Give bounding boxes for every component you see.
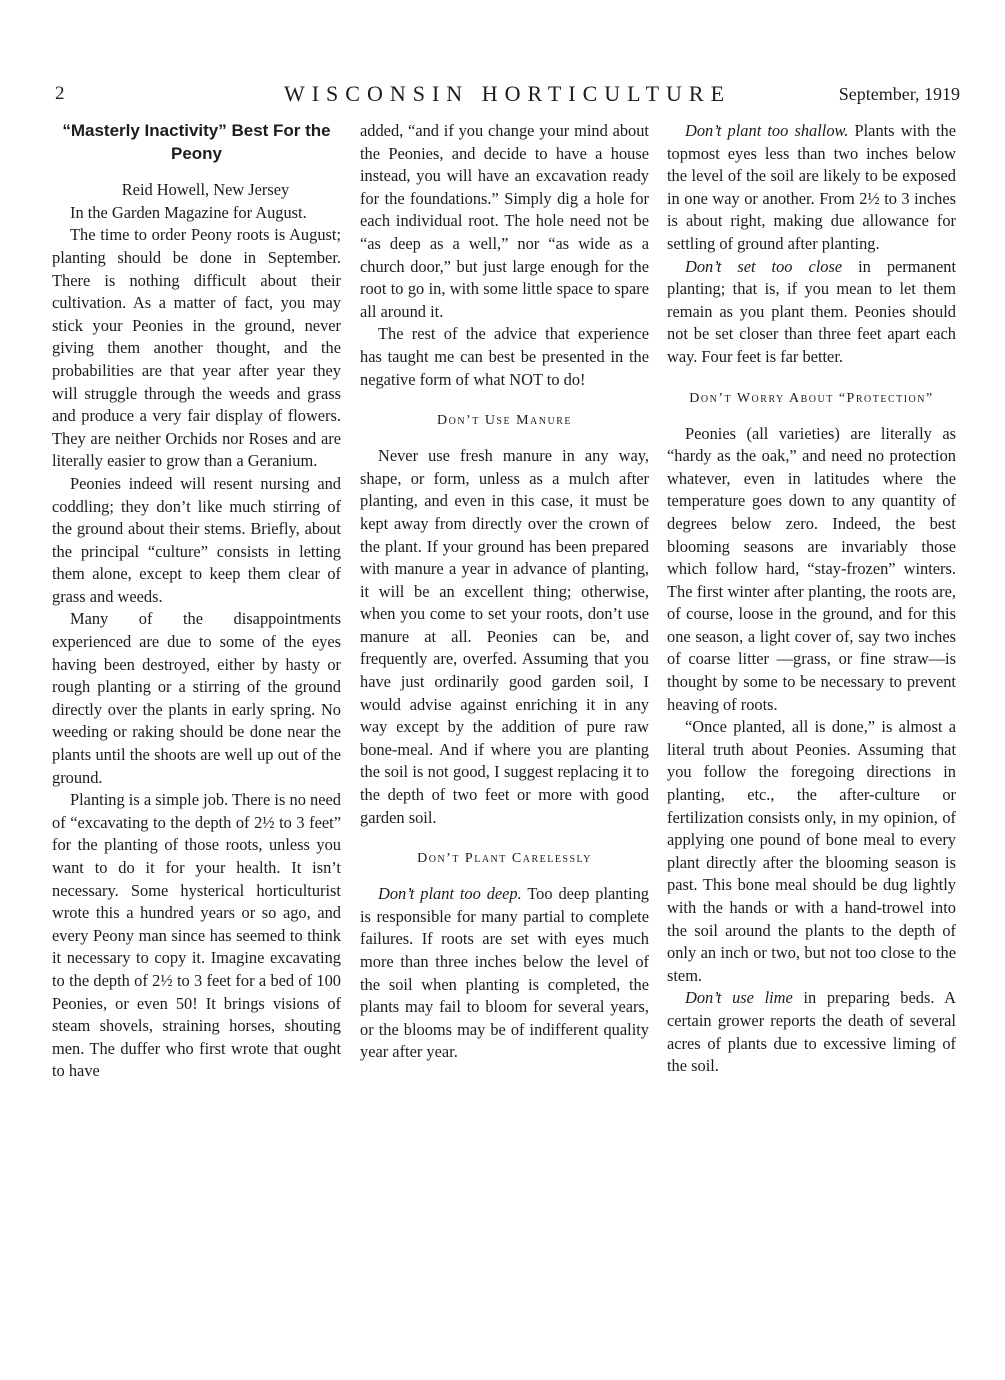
section-heading-text: Don’t Use Manure [437, 413, 572, 429]
article-author: Reid Howell, New Jersey [121, 180, 290, 200]
column-1 [52, 120, 341, 1083]
paragraph-text: Too deep planting is responsible for many partial to complete failures. If roots are set with eyes much more than three inches below the level of the soil when planting is completed, the plants may fail to bloom for several years, or the blooms may be of indifferent quality year after year. [360, 884, 649, 1062]
paragraph: Never use fresh manure in any way, shape, or form, unless as a mulch after planting, and even in this case, it must be kept away from directly over the crown of the plant. If your ground has been prepared with manure a year in advance of planting, it will be an excellent thing; otherwise, when you come to set your roots, don’t use manure at all. Peonies can be, and frequently are, overfed. Assuming that you have just ordinarily good garden soil, I would advise against enriching it in any way except by the addition of pure raw bone-meal. And if where you are planting the soil is not good, I suggest replacing it to the depth of two feet or more with good garden soil. [360, 446, 649, 827]
section-heading-careless [360, 849, 649, 869]
paragraph-text: in permanent planting; that is, if you mean to let them remain as you plant them. Peonies should not be set closer than three feet apart each way. Four feet is far better. [667, 256, 957, 366]
paragraph: The time to order Peony roots is August; planting should be done in September. There is nothing difficult about their cultivation. As a matter of fact, you may stick your Peonies in the ground, never giving them another thought, and the probabilities are that year after year they will struggle through the weeds and grass and produce a very fair display of flowers. They are neither Orchids nor Roses and are literally easier to grow than a Geranium. [52, 225, 341, 471]
paragraph [360, 883, 649, 1064]
italic-lead: Don’t plant too shallow. [685, 121, 849, 140]
paragraph: Planting is a simple job. There is no need of “excavating to the depth of 2½ to 3 feet” for the planting of those roots, unless you want to do it for your health. It isn’t necessary. Some hysterical horticulturist wrote this a hundred years or so ago, and every Peony man since has seemed to think it necessary to copy it. Imagine excavating to the depth of 2½ to 3 feet for a bed of 100 Peonies, or even 50! It brings visions of steam shovels, straining horses, shouting men. The duffer who first wrote that ought to have [52, 790, 341, 1081]
section-heading-text: Don’t Plant Carelessly [417, 851, 592, 867]
paragraph [667, 120, 956, 256]
paragraph: Peonies (all varieties) are literally as “hardy as the oak,” and need no protection whatever, even in latitudes where the temperature goes down to any quantity of degrees below zero. Indeed, the best blooming seasons are invariably those which follow hard, “stay-frozen” winters. The first winter after planting, the roots are, of course, loose in the ground, and for this one season, a light cover of, say two inches of coarse litter —grass, or fine straw—is thought by some to be necessary to prevent heaving of roots. [667, 423, 956, 714]
paragraph [667, 256, 956, 369]
italic-lead: Don’t plant too deep. [378, 884, 522, 904]
paragraph-text: in preparing beds. A certain grower reports the death of several acres of plants due to excessive liming of the soil. [667, 988, 957, 1076]
paragraph: added, “and if you change your mind about the Peonies, and decide to have a house instead, you will have an excavation ready for the foundations.” Simply dig a hole for each individual root. The hole need not be “as deep as a well,” nor “as wide as a church door,” but just large enough for the root to go in, with some little space to spare all around it. [360, 121, 649, 321]
paragraph [667, 987, 956, 1077]
section-heading-text: Don’t Worry About “Protection” [689, 390, 934, 406]
issue-date: September, 1919 [838, 84, 960, 104]
paragraph: “Once planted, all is done,” is almost a literal truth about Peonies. Assuming that you follow the foregoing directions in planting, etc., the after-culture or fertilization consists only, in my opinion, of applying one pound of bone meal to every plant directly after the blooming season is past. This bone meal should be dug lightly with the hands or with a hand-trowel into the soil around the plants to the depth of only an inch or two, but not too close to the stem. [667, 717, 956, 985]
section-heading-protection [667, 389, 956, 409]
column-2 [360, 120, 649, 1064]
section-heading-manure [360, 411, 649, 431]
italic-lead: Don’t use lime [685, 988, 793, 1008]
page-number: 2 [55, 83, 65, 104]
article-source: In the Garden Magazine for August. [70, 202, 307, 222]
paragraph: The rest of the advice that experience has taught me can best be presented in the negative form of what NOT to do! [360, 324, 649, 389]
column-3 [667, 120, 956, 1078]
paragraph: Peonies indeed will resent nursing and coddling; they don’t like much stirring of the ground about their stems. Briefly, about the principal “culture” consists in letting them alone, except to keep them clear of grass and weeds. [52, 473, 341, 606]
italic-lead: Don’t set too close [685, 256, 843, 276]
article-title: “Masterly Inactivity” Best For the Peony [62, 121, 331, 163]
journal-title: WISCONSIN HORTICULTURE [283, 81, 732, 106]
running-head [55, 74, 960, 114]
paragraph: Many of the disappointments experienced are due to some of the eyes having been destroyed, either by hasty or rough planting or a stirring of the ground directly over the plants in early spring. No weeding or raking should be done near the plants until the shoots are well up out of the ground. [52, 609, 341, 787]
paragraph-text: Plants with the topmost eyes less than two inches below the level of the soil are likely to be exposed in one way or another. From 2½ to 3 inches is about right, making due allowance for settling of ground after planting. [667, 121, 956, 253]
